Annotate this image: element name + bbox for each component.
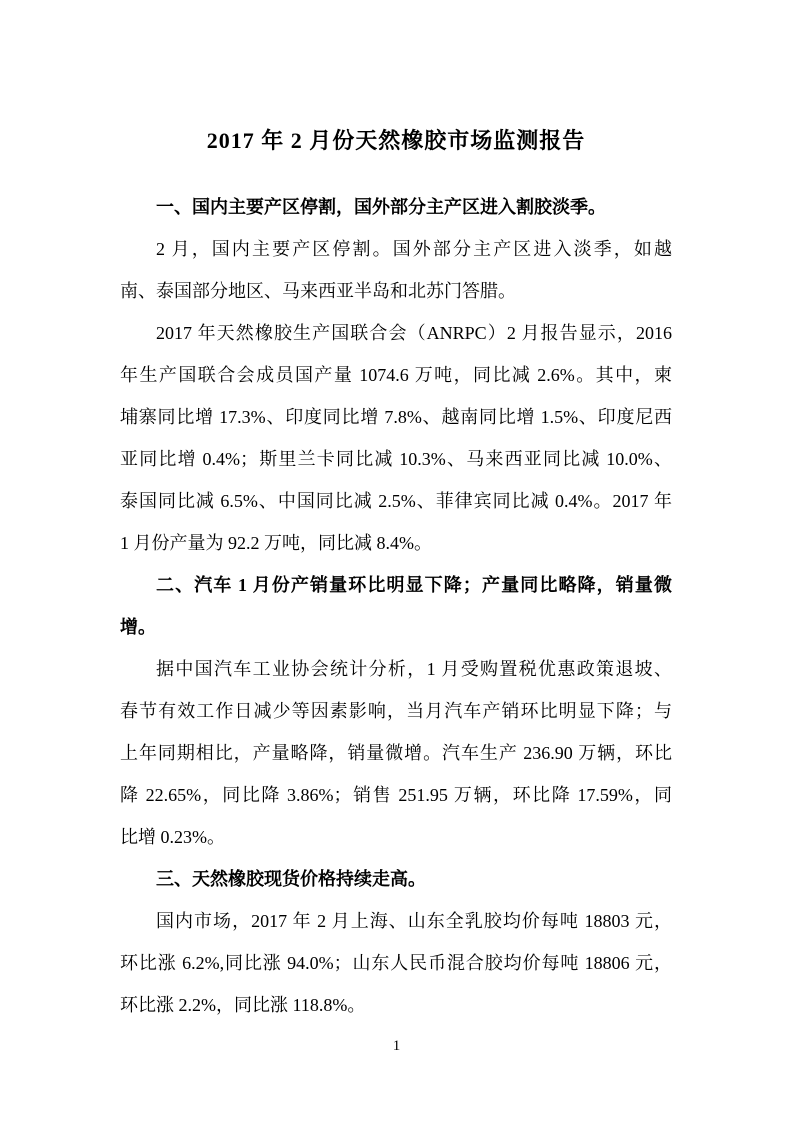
body-line: 国内市场，2017 年 2 月上海、山东全乳胶均价每吨 18803 元， [156,911,672,931]
heading-line: 一、国内主要产区停割，国外部分主产区进入割胶淡季。 [156,197,606,217]
body-line: 上年同期相比，产量略降，销量微增。汽车生产 236.90 万辆，环比 [120,743,672,763]
body-line: 据中国汽车工业协会统计分析，1 月受购置税优惠政策退坡、 [156,659,672,679]
body-line: 环比涨 6.2%,同比涨 94.0%；山东人民币混合胶均价每吨 18806 元， [120,953,672,973]
body-line: 1 月份产量为 92.2 万吨，同比减 8.4%。 [120,533,432,553]
body-line: 春节有效工作日减少等因素影响，当月汽车产销环比明显下降；与 [120,701,672,721]
paragraph-3 [120,648,672,858]
paragraph-1 [120,228,672,312]
section-heading-1 [120,186,672,228]
paragraph-4 [120,900,672,1026]
body-line: 亚同比增 0.4%；斯里兰卡同比减 10.3%、马来西亚同比减 10.0%、 [120,449,672,469]
section-heading-2 [120,564,672,648]
body-line: 埔寨同比增 17.3%、印度同比增 7.8%、越南同比增 1.5%、印度尼西 [120,407,672,427]
body-line: 环比涨 2.2%，同比涨 118.8%。 [120,995,366,1015]
paragraph-2 [120,312,672,564]
heading-line: 增。 [120,617,156,637]
document-content [120,120,672,1026]
body-line: 年生产国联合会成员国产量 1074.6 万吨，同比减 2.6%。其中，柬 [120,365,672,385]
body-line: 南、泰国部分地区、马来西亚半岛和北苏门答腊。 [120,281,516,301]
heading-line: 三、天然橡胶现货价格持续走高。 [156,869,426,889]
page-number: 1 [392,1038,401,1054]
body-line: 泰国同比减 6.5%、中国同比减 2.5%、菲律宾同比减 0.4%。2017 年 [120,491,672,511]
body-line: 降 22.65%，同比降 3.86%；销售 251.95 万辆，环比降 17.59%，同 [120,785,672,805]
body-line: 2 月，国内主要产区停割。国外部分主产区进入淡季，如越 [156,239,672,259]
heading-line: 二、汽车 1 月份产销量环比明显下降；产量同比略降，销量微 [156,575,672,595]
document-title: 2017 年 2 月份天然橡胶市场监测报告 [206,128,586,153]
section-heading-3 [120,858,672,900]
body-line: 比增 0.23%。 [120,827,225,847]
body-line: 2017 年天然橡胶生产国联合会（ANRPC）2 月报告显示，2016 [156,323,672,343]
